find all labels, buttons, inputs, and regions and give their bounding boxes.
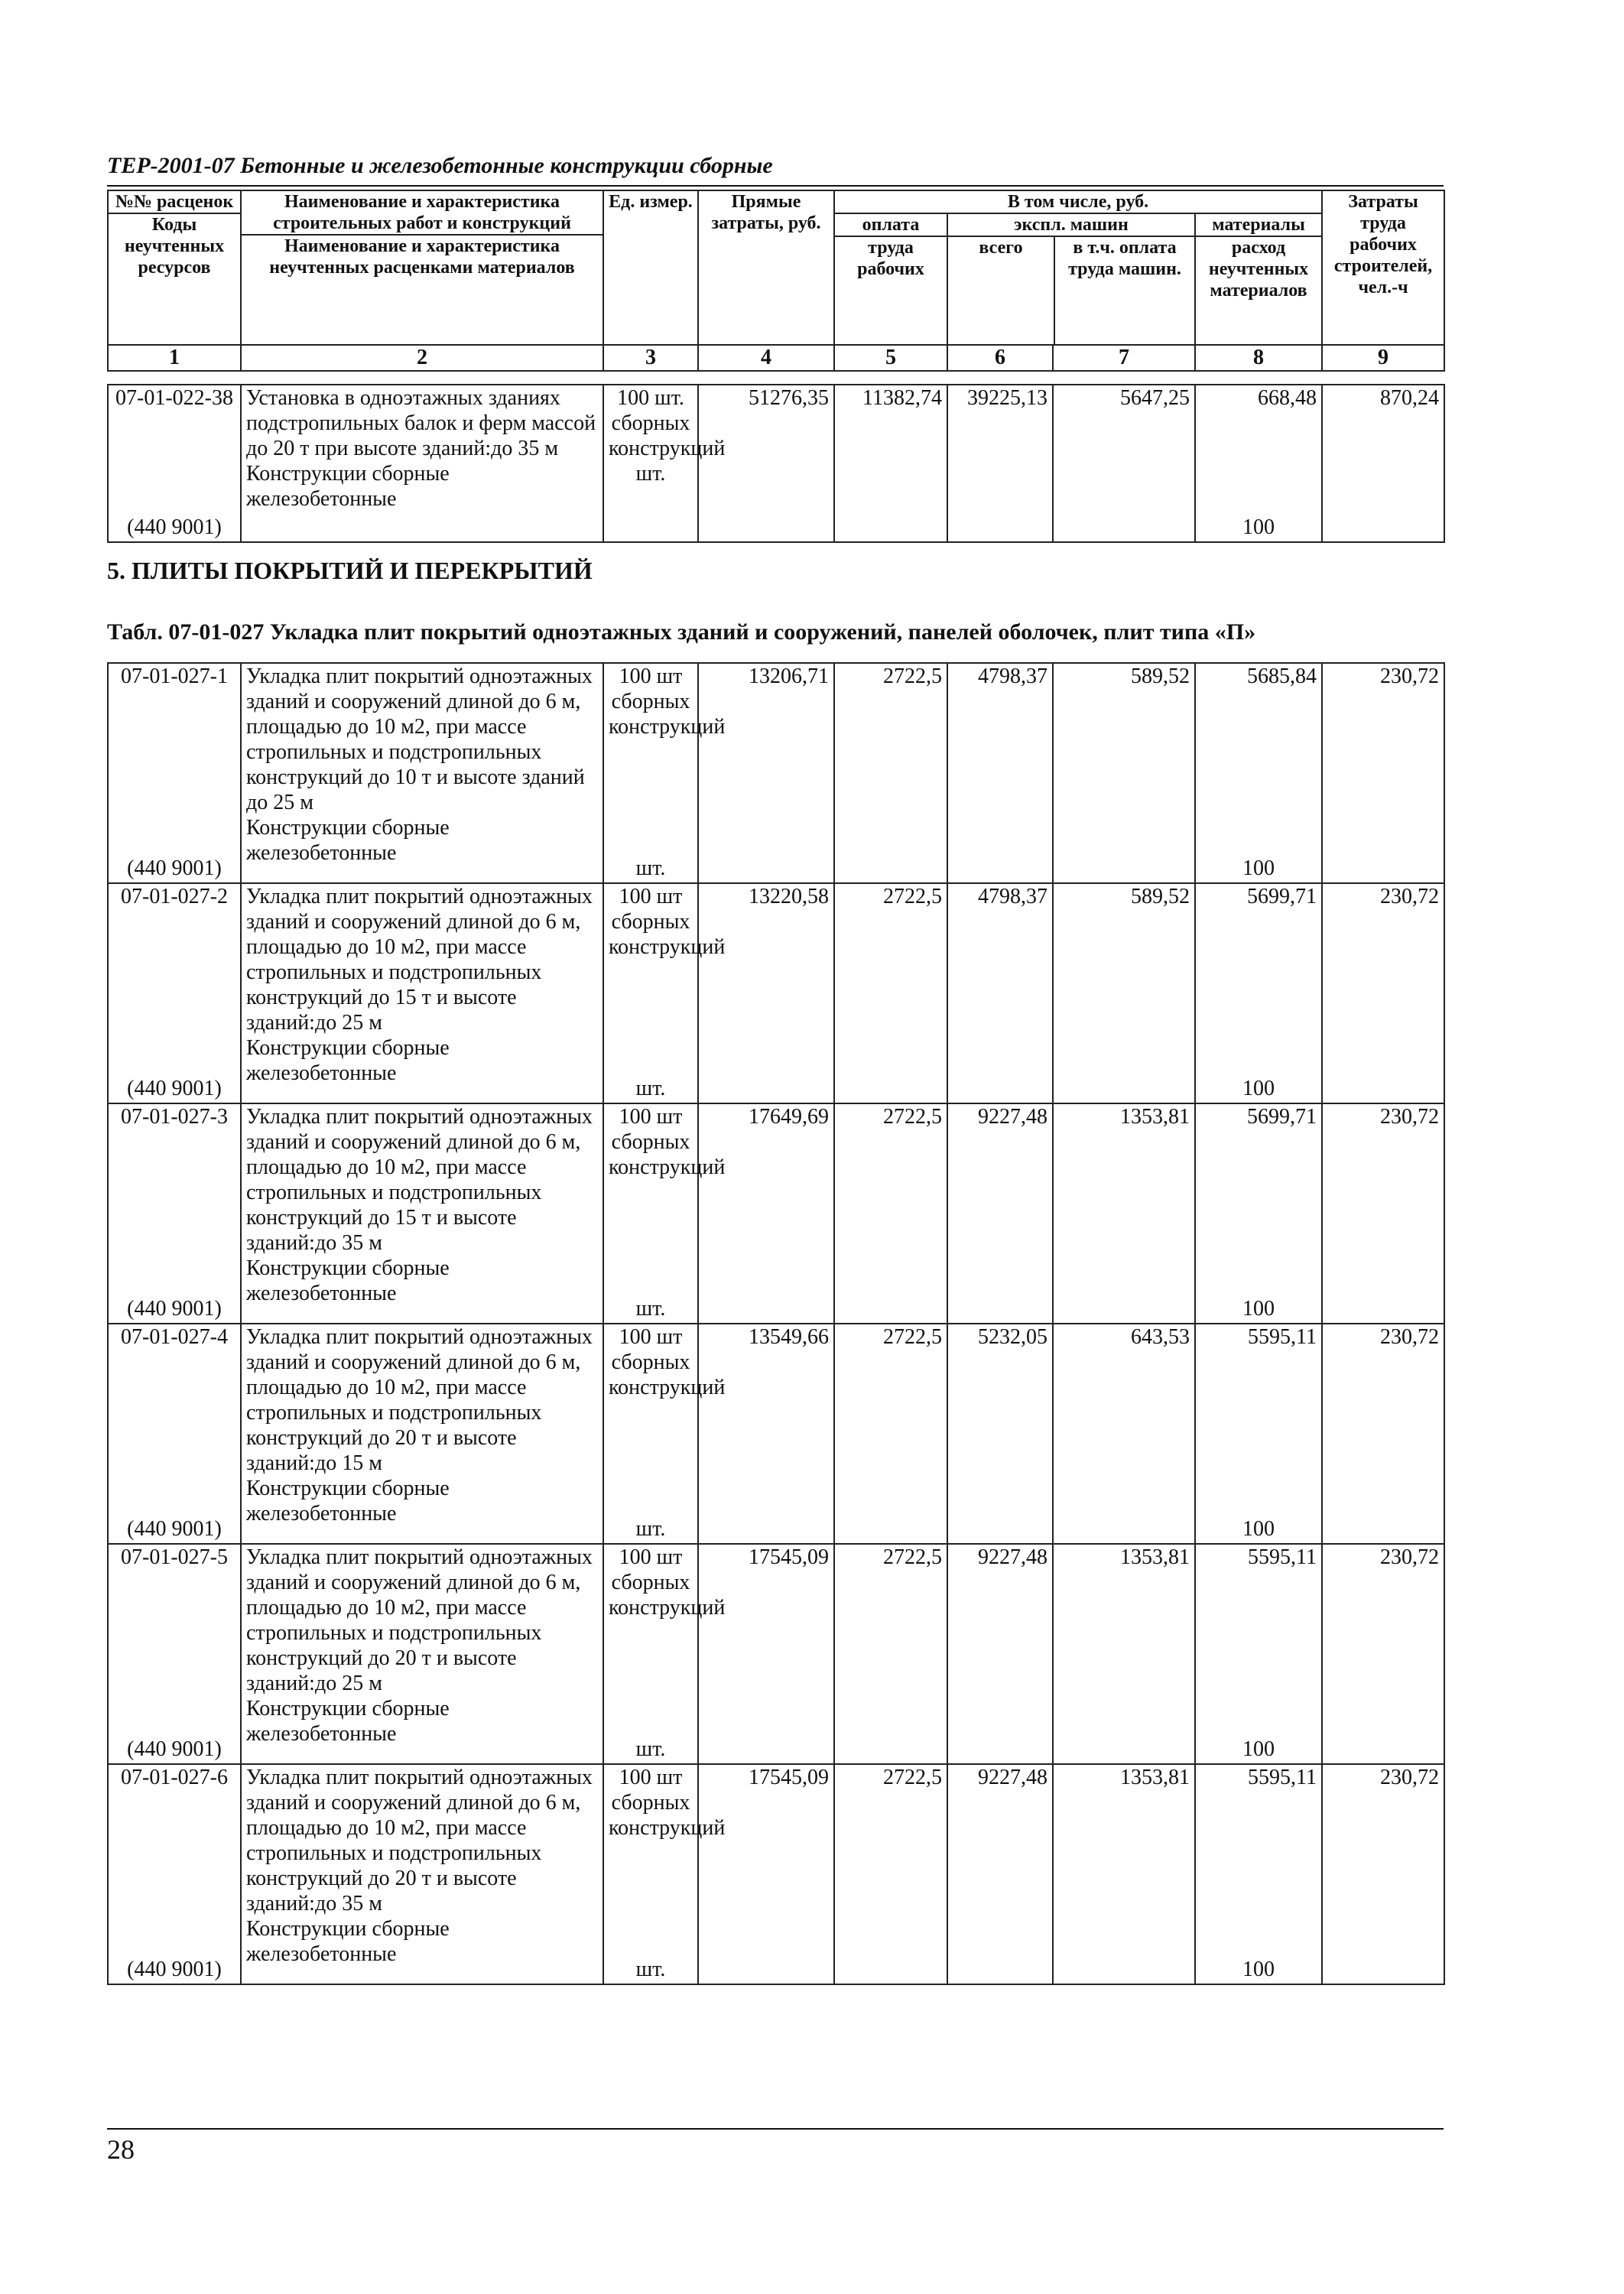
resource-name: Конструкции сборные железобетонные bbox=[246, 462, 450, 511]
machine-cost: 4798,37 bbox=[947, 663, 1053, 883]
labor-cost: 2722,5 bbox=[834, 1324, 947, 1544]
machine-labor-cost: 1353,81 bbox=[1053, 1544, 1195, 1764]
resource-code: (440 9001) bbox=[127, 1077, 222, 1100]
resource-code: (440 9001) bbox=[127, 1297, 222, 1321]
table-row bbox=[108, 663, 1444, 883]
rate-code: 07-01-022-38 bbox=[115, 386, 233, 410]
labor-hours: 230,72 bbox=[1322, 663, 1444, 883]
resource-qty: 100 bbox=[1242, 1958, 1275, 1981]
material-cost: 5595,11 bbox=[1248, 1545, 1317, 1569]
resource-unit: шт. bbox=[635, 856, 666, 880]
running-header: ТЕР-2001-07 Бетонные и железобетонные конструкции сборные bbox=[107, 153, 773, 178]
table-row bbox=[108, 1764, 1444, 1984]
resource-qty: 100 bbox=[1242, 1297, 1275, 1321]
resource-qty: 100 bbox=[1242, 1517, 1275, 1541]
resource-unit: шт. bbox=[635, 1297, 666, 1321]
head-col3: Ед. измер. bbox=[603, 190, 698, 345]
resource-name: Конструкции сборные железобетонные bbox=[246, 1256, 450, 1305]
material-cost: 5699,71 bbox=[1247, 1105, 1317, 1129]
column-header-table bbox=[107, 190, 1445, 372]
page-number: 28 bbox=[107, 2134, 135, 2165]
resource-name: Конструкции сборные железобетонные bbox=[246, 1036, 450, 1085]
rate-unit: 100 шт сборных конструкций bbox=[609, 1545, 726, 1620]
direct-cost: 13220,58 bbox=[698, 883, 834, 1103]
direct-cost: 17545,09 bbox=[698, 1544, 834, 1764]
rate-name: Укладка плит покрытий одноэтажных зданий и сооружений длиной до 6 м, площадью до 10 м2, при массе стропильных и подстропильных конструкций до 15 т и высоте зданий:до 35 м bbox=[246, 1105, 593, 1255]
labor-cost: 2722,5 bbox=[834, 1764, 947, 1984]
labor-hours: 230,72 bbox=[1322, 1544, 1444, 1764]
rate-code: 07-01-027-2 bbox=[121, 885, 228, 908]
resource-name: Конструкции сборные железобетонные bbox=[246, 1697, 450, 1746]
labor-cost: 2722,5 bbox=[834, 1103, 947, 1324]
machine-cost: 39225,13 bbox=[947, 385, 1053, 542]
machine-labor-cost: 589,52 bbox=[1053, 883, 1195, 1103]
rate-name: Укладка плит покрытий одноэтажных зданий и сооружений длиной до 6 м, площадью до 10 м2, при массе стропильных и подстропильных конструкций до 20 т и высоте зданий:до 15 м bbox=[246, 1325, 593, 1475]
resource-qty: 100 bbox=[1242, 1077, 1275, 1100]
resource-name: Конструкции сборные железобетонные bbox=[246, 1477, 450, 1526]
head-col5: оплата труда рабочих bbox=[834, 213, 947, 345]
resource-name: Конструкции сборные железобетонные bbox=[246, 1917, 450, 1966]
resource-unit: шт. bbox=[635, 462, 666, 486]
resource-unit: шт. bbox=[635, 1517, 666, 1541]
machine-cost: 9227,48 bbox=[947, 1103, 1053, 1324]
section-title: 5. ПЛИТЫ ПОКРЫТИЙ И ПЕРЕКРЫТИЙ bbox=[107, 557, 593, 584]
labor-hours: 230,72 bbox=[1322, 1764, 1444, 1984]
rate-unit: 100 шт сборных конструкций bbox=[609, 1105, 726, 1179]
rate-name: Укладка плит покрытий одноэтажных зданий и сооружений длиной до 6 м, площадью до 10 м2, при массе стропильных и подстропильных конструкций до 15 т и высоте зданий:до 25 м bbox=[246, 885, 593, 1035]
rate-name: Укладка плит покрытий одноэтажных зданий и сооружений длиной до 6 м, площадью до 10 м2, при массе стропильных и подстропильных конструкций до 10 т и высоте зданий до 25 м bbox=[246, 664, 593, 814]
rate-unit: 100 шт сборных конструкций bbox=[609, 664, 726, 739]
machine-cost: 9227,48 bbox=[947, 1764, 1053, 1984]
resource-qty: 100 bbox=[1242, 515, 1275, 539]
machine-labor-cost: 589,52 bbox=[1053, 663, 1195, 883]
head-col8: материалы расход неучтенных материалов bbox=[1195, 213, 1322, 345]
rate-code: 07-01-027-1 bbox=[121, 664, 228, 688]
resource-qty: 100 bbox=[1242, 1737, 1275, 1761]
direct-cost: 51276,35 bbox=[698, 385, 834, 542]
table-row bbox=[108, 883, 1444, 1103]
rate-name: Установка в одноэтажных зданиях подстропильных балок и ферм массой до 20 т при высоте зданий:до 35 м bbox=[246, 386, 596, 460]
material-cost: 5595,11 bbox=[1248, 1766, 1317, 1789]
rates-table bbox=[107, 662, 1445, 1985]
labor-cost: 2722,5 bbox=[834, 883, 947, 1103]
rate-unit: 100 шт сборных конструкций bbox=[609, 1325, 726, 1399]
resource-code: (440 9001) bbox=[127, 856, 222, 880]
footer-rule bbox=[107, 2128, 1444, 2130]
rate-name: Укладка плит покрытий одноэтажных зданий и сооружений длиной до 6 м, площадью до 10 м2, при массе стропильных и подстропильных конструкций до 20 т и высоте зданий:до 25 м bbox=[246, 1545, 593, 1695]
labor-cost: 2722,5 bbox=[834, 663, 947, 883]
rate-name: Укладка плит покрытий одноэтажных зданий и сооружений длиной до 6 м, площадью до 10 м2, при массе стропильных и подстропильных конструкций до 20 т и высоте зданий:до 35 м bbox=[246, 1766, 593, 1915]
head-col67: экспл. машин всего в т.ч. оплата труда машин. bbox=[947, 213, 1195, 345]
material-cost: 5699,71 bbox=[1247, 885, 1317, 908]
head-col2: Наименование и характеристика строительных работ и конструкций Наименование и характеристика неучтенных расценками материалов bbox=[241, 190, 603, 345]
column-numbers-row: 1 2 3 4 5 6 7 8 9 bbox=[108, 345, 1444, 371]
resource-code: (440 9001) bbox=[127, 1958, 222, 1981]
resource-unit: шт. bbox=[635, 1737, 666, 1761]
table-row bbox=[108, 1103, 1444, 1324]
machine-labor-cost: 643,53 bbox=[1053, 1324, 1195, 1544]
prior-rate-table bbox=[107, 384, 1445, 543]
resource-unit: шт. bbox=[635, 1077, 666, 1100]
labor-hours: 870,24 bbox=[1322, 385, 1444, 542]
direct-cost: 13206,71 bbox=[698, 663, 834, 883]
rate-code: 07-01-027-4 bbox=[121, 1325, 228, 1349]
machine-cost: 9227,48 bbox=[947, 1544, 1053, 1764]
table-row bbox=[108, 1324, 1444, 1544]
head-col4: Прямые затраты, руб. bbox=[698, 190, 834, 345]
resource-unit: шт. bbox=[635, 1958, 666, 1981]
table-row bbox=[108, 1544, 1444, 1764]
machine-cost: 5232,05 bbox=[947, 1324, 1053, 1544]
labor-hours: 230,72 bbox=[1322, 1324, 1444, 1544]
labor-hours: 230,72 bbox=[1322, 883, 1444, 1103]
direct-cost: 17649,69 bbox=[698, 1103, 834, 1324]
machine-cost: 4798,37 bbox=[947, 883, 1053, 1103]
material-cost: 5595,11 bbox=[1248, 1325, 1317, 1349]
resource-code: (440 9001) bbox=[127, 1517, 222, 1541]
labor-cost: 11382,74 bbox=[834, 385, 947, 542]
rate-code: 07-01-027-3 bbox=[121, 1105, 228, 1129]
head-group: В том числе, руб. bbox=[834, 190, 1322, 213]
labor-hours: 230,72 bbox=[1322, 1103, 1444, 1324]
resource-qty: 100 bbox=[1242, 856, 1275, 880]
resource-code: (440 9001) bbox=[127, 515, 222, 539]
rate-unit: 100 шт. сборных конструкций bbox=[609, 386, 726, 460]
machine-labor-cost: 1353,81 bbox=[1053, 1764, 1195, 1984]
resource-name: Конструкции сборные железобетонные bbox=[246, 816, 450, 865]
head-col9: Затраты труда рабочих строителей, чел.-ч bbox=[1322, 190, 1444, 345]
rate-code: 07-01-027-6 bbox=[121, 1766, 228, 1789]
head-col1: №№ расценок Коды неучтенных ресурсов bbox=[108, 190, 241, 345]
resource-code: (440 9001) bbox=[127, 1737, 222, 1761]
direct-cost: 17545,09 bbox=[698, 1764, 834, 1984]
table-row bbox=[108, 385, 1444, 542]
material-cost: 668,48 bbox=[1258, 386, 1317, 410]
rate-unit: 100 шт сборных конструкций bbox=[609, 1766, 726, 1840]
machine-labor-cost: 5647,25 bbox=[1053, 385, 1195, 542]
rate-code: 07-01-027-5 bbox=[121, 1545, 228, 1569]
rate-unit: 100 шт сборных конструкций bbox=[609, 885, 726, 959]
labor-cost: 2722,5 bbox=[834, 1544, 947, 1764]
direct-cost: 13549,66 bbox=[698, 1324, 834, 1544]
header-rule bbox=[107, 185, 1444, 187]
material-cost: 5685,84 bbox=[1247, 664, 1317, 688]
machine-labor-cost: 1353,81 bbox=[1053, 1103, 1195, 1324]
table-title: Табл. 07-01-027 Укладка плит покрытий одноэтажных зданий и сооружений, панелей оболочек, плит типа «П» bbox=[107, 619, 1256, 645]
